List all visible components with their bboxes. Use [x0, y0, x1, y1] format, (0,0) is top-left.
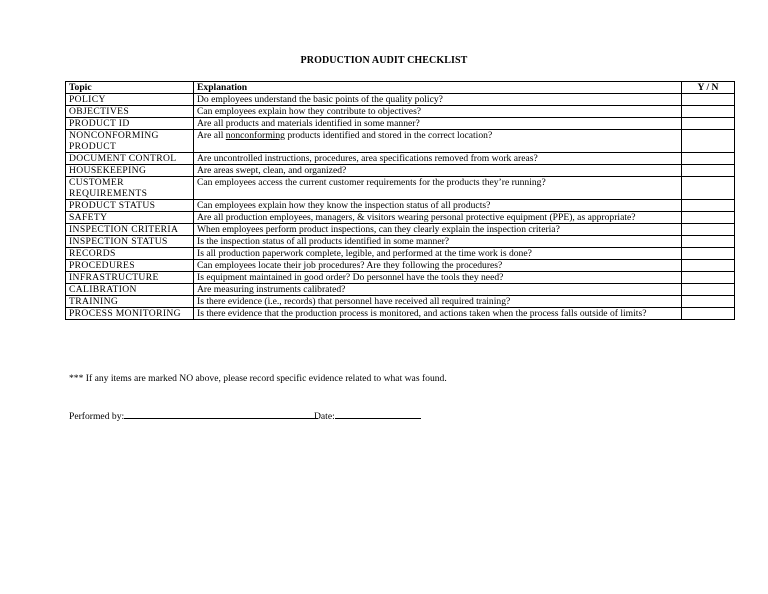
yn-cell[interactable] [682, 153, 735, 165]
topic-cell: INSPECTION STATUS [66, 236, 194, 248]
yn-cell[interactable] [682, 94, 735, 106]
explanation-prefix: Are all [197, 130, 226, 141]
explanation-cell: Can employees access the current customer requirements for the products they’re running? [194, 177, 682, 200]
topic-cell: OBJECTIVES [66, 106, 194, 118]
yn-cell[interactable] [682, 284, 735, 296]
underlined-term: nonconforming [225, 130, 285, 141]
table-row [66, 284, 735, 296]
yn-cell[interactable] [682, 308, 735, 320]
topic-column-header: Topic [66, 82, 194, 94]
yn-cell[interactable] [682, 248, 735, 260]
audit-checklist-table [65, 81, 735, 320]
footnote: *** If any items are marked NO above, please record specific evidence related to what was found. [69, 373, 447, 384]
explanation-cell: Is the inspection status of all products identified in some manner? [194, 236, 682, 248]
table-row [66, 296, 735, 308]
explanation-cell [194, 130, 682, 153]
explanation-cell: Is there evidence that the production process is monitored, and actions taken when the process falls outside of limits? [194, 308, 682, 320]
yn-cell[interactable] [682, 177, 735, 200]
table-row [66, 94, 735, 106]
document-title: PRODUCTION AUDIT CHECKLIST [300, 55, 468, 66]
explanation-cell: Are measuring instruments calibrated? [194, 284, 682, 296]
topic-cell: CALIBRATION [66, 284, 194, 296]
topic-cell: RECORDS [66, 248, 194, 260]
topic-cell: TRAINING [66, 296, 194, 308]
explanation-cell: Is all production paperwork complete, legible, and performed at the time work is done? [194, 248, 682, 260]
yn-cell[interactable] [682, 212, 735, 224]
explanation-cell: Can employees explain how they know the inspection status of all products? [194, 200, 682, 212]
table-row [66, 236, 735, 248]
explanation-cell: Do employees understand the basic points of the quality policy? [194, 94, 682, 106]
explanation-cell: Are areas swept, clean, and organized? [194, 165, 682, 177]
table-header-row [66, 82, 735, 94]
explanation-cell: Is equipment maintained in good order? Do personnel have the tools they need? [194, 272, 682, 284]
table-row [66, 224, 735, 236]
table-row [66, 272, 735, 284]
table-row [66, 308, 735, 320]
yn-cell[interactable] [682, 236, 735, 248]
topic-cell: PRODUCT STATUS [66, 200, 194, 212]
explanation-suffix: products identified and stored in the correct location? [284, 130, 493, 141]
table-row [66, 248, 735, 260]
explanation-column-header: Explanation [194, 82, 682, 94]
table-row [66, 130, 735, 153]
performed-by-field [69, 409, 318, 422]
performed-by-signature-line[interactable] [124, 409, 318, 419]
explanation-cell: Are uncontrolled instructions, procedures, area specifications removed from work areas? [194, 153, 682, 165]
table-row [66, 200, 735, 212]
table-row [66, 106, 735, 118]
yn-cell[interactable] [682, 260, 735, 272]
yn-cell[interactable] [682, 165, 735, 177]
yn-cell[interactable] [682, 200, 735, 212]
topic-cell: INFRASTRUCTURE [66, 272, 194, 284]
explanation-cell: Can employees locate their job procedures? Are they following the procedures? [194, 260, 682, 272]
topic-cell: PRODUCT ID [66, 118, 194, 130]
table-row [66, 212, 735, 224]
explanation-cell: When employees perform product inspections, can they clearly explain the inspection criteria? [194, 224, 682, 236]
date-label: Date: [314, 411, 335, 422]
topic-cell: POLICY [66, 94, 194, 106]
explanation-cell: Is there evidence (i.e., records) that personnel have received all required training? [194, 296, 682, 308]
topic-cell: PROCESS MONITORING [66, 308, 194, 320]
yn-cell[interactable] [682, 272, 735, 284]
explanation-cell: Are all production employees, managers, & visitors wearing personal protective equipment (PPE), as appropriate? [194, 212, 682, 224]
date-field [314, 409, 421, 422]
table-row [66, 118, 735, 130]
explanation-cell: Are all products and materials identified in some manner? [194, 118, 682, 130]
table-row [66, 165, 735, 177]
explanation-cell: Can employees explain how they contribute to objectives? [194, 106, 682, 118]
topic-cell: NONCONFORMING PRODUCT [66, 130, 194, 153]
table-row [66, 177, 735, 200]
yn-cell[interactable] [682, 224, 735, 236]
table-row [66, 153, 735, 165]
table-row [66, 260, 735, 272]
yn-cell[interactable] [682, 296, 735, 308]
yn-cell[interactable] [682, 106, 735, 118]
yn-column-header: Y / N [682, 82, 735, 94]
date-signature-line[interactable] [335, 409, 421, 419]
yn-cell[interactable] [682, 118, 735, 130]
topic-cell: SAFETY [66, 212, 194, 224]
topic-cell: PROCEDURES [66, 260, 194, 272]
topic-cell: INSPECTION CRITERIA [66, 224, 194, 236]
performed-by-label: Performed by: [69, 411, 125, 422]
topic-cell: CUSTOMER REQUIREMENTS [66, 177, 194, 200]
topic-cell: HOUSEKEEPING [66, 165, 194, 177]
yn-cell[interactable] [682, 130, 735, 153]
topic-cell: DOCUMENT CONTROL [66, 153, 194, 165]
